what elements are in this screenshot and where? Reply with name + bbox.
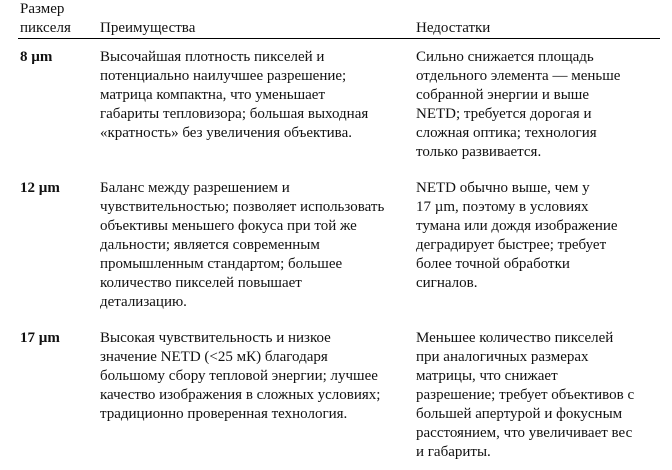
cons-cell: Сильно снижается площадь отдельного элемента — меньше собранной энергии и выше NETD; требуется дорогая и сложная оптика; технология только развивается. (416, 49, 621, 160)
header-disadvantages: Недостатки (416, 20, 491, 36)
pixel-size-cell: 17 µm (20, 330, 60, 346)
header-advantages: Преимущества (100, 20, 196, 36)
cons-cell: NETD обычно выше, чем у 17 µm, поэтому в условиях тумана или дождя изображение деградирует быстрее; требует более точной обработки сигналов. (416, 180, 618, 291)
header-pixel-size: Размер пикселя (20, 1, 71, 36)
table-row (18, 320, 660, 470)
pixel-size-cell: 12 µm (20, 180, 60, 196)
cons-cell: Меньшее количество пикселей при аналогичных размерах матрицы, что снижает разрешение; требует объективов с большей апертурой и фокусным расстоянием, что увеличивает вес и габариты. (416, 330, 635, 460)
pixel-size-comparison-table (18, 0, 660, 470)
pros-cell: Баланс между разрешением и чувствительностью; позволяет использовать объективы меньшего фокуса при той же дальности; является современным промышленным стандартом; большее количество пикселей повышает детализацию. (100, 180, 385, 310)
table-row (18, 170, 660, 320)
table-header-row (18, 0, 660, 39)
pixel-size-cell: 8 µm (20, 49, 53, 65)
table-row (18, 39, 660, 171)
pros-cell: Высокая чувствительность и низкое значение NETD (<25 мК) благодаря большому сбору тепловой энергии; лучшее качество изображения в сложных условиях; традиционно проверенная технология. (100, 330, 381, 422)
pros-cell: Высочайшая плотность пикселей и потенциально наилучшее разрешение; матрица компактна, что уменьшает габариты тепловизора; большая выходная «кратность» без увеличения объектива. (100, 49, 369, 141)
